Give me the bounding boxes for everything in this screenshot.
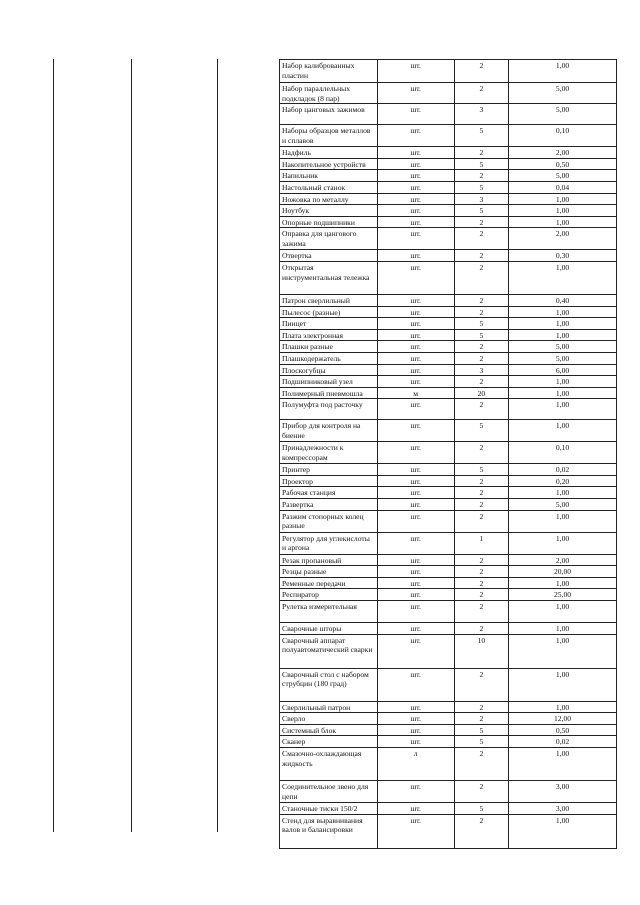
- table-row: [280, 364, 617, 376]
- item-name-cell: Сварочный стол с набором струбцин (180 град): [280, 668, 378, 701]
- value-cell: 1,00: [509, 399, 617, 420]
- unit-cell: шт.: [377, 147, 454, 159]
- unit-cell: л: [377, 748, 454, 781]
- unit-cell: шт.: [377, 228, 454, 250]
- value-cell: 1,00: [509, 668, 617, 701]
- table-row: [280, 634, 617, 668]
- table-row: [280, 748, 617, 781]
- item-name-cell: Резцы разные: [280, 566, 378, 578]
- quantity-cell: 2: [454, 399, 508, 420]
- value-cell: 1,00: [509, 376, 617, 388]
- unit-cell: шт.: [377, 306, 454, 318]
- table-row: [280, 510, 617, 532]
- value-cell: 1,00: [509, 329, 617, 341]
- item-name-cell: Отвертка: [280, 250, 378, 262]
- unit-cell: шт.: [377, 814, 454, 848]
- quantity-cell: 2: [454, 566, 508, 578]
- item-name-cell: Ноутбук: [280, 205, 378, 217]
- item-name-cell: Развертка: [280, 499, 378, 511]
- value-cell: 2,00: [509, 228, 617, 250]
- item-name-cell: Пинцет: [280, 318, 378, 330]
- quantity-cell: 2: [454, 261, 508, 294]
- table-row: [280, 487, 617, 499]
- item-name-cell: Напильник: [280, 170, 378, 182]
- table-row: [280, 329, 617, 341]
- value-cell: 0,50: [509, 158, 617, 170]
- value-cell: 1,00: [509, 205, 617, 217]
- quantity-cell: 2: [454, 83, 508, 104]
- unit-cell: шт.: [377, 216, 454, 228]
- value-cell: 5,00: [509, 170, 617, 182]
- quantity-cell: 2: [454, 147, 508, 159]
- value-cell: 1,00: [509, 193, 617, 205]
- table-row: [280, 294, 617, 306]
- quantity-cell: 3: [454, 364, 508, 376]
- unit-cell: шт.: [377, 554, 454, 566]
- item-name-cell: Набор цанговых зажимов: [280, 104, 378, 125]
- unit-cell: шт.: [377, 158, 454, 170]
- quantity-cell: 5: [454, 125, 508, 147]
- value-cell: 1,00: [509, 60, 617, 83]
- value-cell: 1,00: [509, 216, 617, 228]
- item-name-cell: Надфиль: [280, 147, 378, 159]
- unit-cell: шт.: [377, 713, 454, 725]
- value-cell: 1,00: [509, 532, 617, 554]
- quantity-cell: 2: [454, 589, 508, 601]
- unit-cell: шт.: [377, 364, 454, 376]
- unit-cell: шт.: [377, 487, 454, 499]
- item-name-cell: Сверло: [280, 713, 378, 725]
- item-name-cell: Регулятор для углекислоты и аргона: [280, 532, 378, 554]
- value-cell: 12,00: [509, 713, 617, 725]
- quantity-cell: 2: [454, 814, 508, 848]
- unit-cell: шт.: [377, 701, 454, 713]
- unit-cell: шт.: [377, 181, 454, 193]
- unit-cell: шт.: [377, 634, 454, 668]
- unit-cell: шт.: [377, 125, 454, 147]
- value-cell: 1,00: [509, 261, 617, 294]
- table-row: [280, 668, 617, 701]
- item-name-cell: Сверлильный патрон: [280, 701, 378, 713]
- table-row: [280, 158, 617, 170]
- item-name-cell: Ременные передачи: [280, 577, 378, 589]
- unit-cell: шт.: [377, 601, 454, 623]
- value-cell: 0,02: [509, 464, 617, 476]
- table-row: [280, 83, 617, 104]
- value-cell: 2,00: [509, 554, 617, 566]
- unit-cell: м: [377, 387, 454, 399]
- item-name-cell: Ножовка по металлу: [280, 193, 378, 205]
- unit-cell: шт.: [377, 577, 454, 589]
- value-cell: 1,00: [509, 487, 617, 499]
- value-cell: 6,00: [509, 364, 617, 376]
- unit-cell: шт.: [377, 623, 454, 635]
- table-row: [280, 352, 617, 364]
- value-cell: 1,00: [509, 634, 617, 668]
- table-row: [280, 306, 617, 318]
- table-row: [280, 713, 617, 725]
- value-cell: 2,00: [509, 147, 617, 159]
- table-row: [280, 261, 617, 294]
- table-row: [280, 623, 617, 635]
- quantity-cell: 2: [454, 781, 508, 803]
- quantity-cell: 2: [454, 487, 508, 499]
- quantity-cell: 2: [454, 668, 508, 701]
- unit-cell: шт.: [377, 205, 454, 217]
- table-row: [280, 566, 617, 578]
- unit-cell: шт.: [377, 250, 454, 262]
- quantity-cell: 2: [454, 701, 508, 713]
- value-cell: 0,50: [509, 724, 617, 736]
- unit-cell: шт.: [377, 329, 454, 341]
- unit-cell: шт.: [377, 420, 454, 442]
- value-cell: 1,00: [509, 318, 617, 330]
- value-cell: 0,04: [509, 181, 617, 193]
- quantity-cell: 2: [454, 554, 508, 566]
- table-row: [280, 499, 617, 511]
- value-cell: 1,00: [509, 577, 617, 589]
- quantity-cell: 2: [454, 306, 508, 318]
- value-cell: 5,00: [509, 341, 617, 353]
- unit-cell: шт.: [377, 475, 454, 487]
- item-name-cell: Наборы образцов металлов и сплавов: [280, 125, 378, 147]
- quantity-cell: 10: [454, 634, 508, 668]
- quantity-cell: 2: [454, 748, 508, 781]
- item-name-cell: Плата электронная: [280, 329, 378, 341]
- items-table-body: [280, 60, 617, 849]
- table-row: [280, 736, 617, 748]
- value-cell: 1,00: [509, 623, 617, 635]
- table-row: [280, 442, 617, 464]
- quantity-cell: 5: [454, 724, 508, 736]
- value-cell: 0,30: [509, 250, 617, 262]
- table-row: [280, 532, 617, 554]
- item-name-cell: Подшипниковый узел: [280, 376, 378, 388]
- value-cell: 0,10: [509, 125, 617, 147]
- table-row: [280, 803, 617, 815]
- item-name-cell: Рабочая станция: [280, 487, 378, 499]
- unit-cell: шт.: [377, 261, 454, 294]
- table-row: [280, 181, 617, 193]
- value-cell: 1,00: [509, 748, 617, 781]
- item-name-cell: Принадлежности к компрессорам: [280, 442, 378, 464]
- table-row: [280, 147, 617, 159]
- unit-cell: шт.: [377, 781, 454, 803]
- table-row: [280, 60, 617, 83]
- item-name-cell: Полумуфта под расточку: [280, 399, 378, 420]
- value-cell: 5,00: [509, 352, 617, 364]
- item-name-cell: Набор калиброванных пластин: [280, 60, 378, 83]
- quantity-cell: 5: [454, 420, 508, 442]
- item-name-cell: Смазочно-охлаждающая жидкость: [280, 748, 378, 781]
- table-row: [280, 464, 617, 476]
- unit-cell: шт.: [377, 589, 454, 601]
- table-row: [280, 475, 617, 487]
- item-name-cell: Настольный станок: [280, 181, 378, 193]
- item-name-cell: Соединительное звено для цепи: [280, 781, 378, 803]
- table-row: [280, 589, 617, 601]
- table-row: [280, 318, 617, 330]
- item-name-cell: Станочные тиски 150/2: [280, 803, 378, 815]
- column-divider-line: [217, 59, 218, 832]
- unit-cell: шт.: [377, 318, 454, 330]
- quantity-cell: 5: [454, 181, 508, 193]
- unit-cell: шт.: [377, 376, 454, 388]
- table-row: [280, 554, 617, 566]
- quantity-cell: 2: [454, 216, 508, 228]
- quantity-cell: 2: [454, 341, 508, 353]
- table-row: [280, 601, 617, 623]
- unit-cell: шт.: [377, 170, 454, 182]
- table-row: [280, 193, 617, 205]
- table-row: [280, 724, 617, 736]
- quantity-cell: 2: [454, 713, 508, 725]
- unit-cell: шт.: [377, 532, 454, 554]
- unit-cell: шт.: [377, 442, 454, 464]
- column-divider-line: [131, 59, 132, 832]
- item-name-cell: Плашкодержатель: [280, 352, 378, 364]
- value-cell: 1,00: [509, 601, 617, 623]
- value-cell: 1,00: [509, 387, 617, 399]
- quantity-cell: 2: [454, 475, 508, 487]
- value-cell: 5,00: [509, 83, 617, 104]
- value-cell: 5,00: [509, 104, 617, 125]
- table-row: [280, 216, 617, 228]
- quantity-cell: 20: [454, 387, 508, 399]
- value-cell: 1,00: [509, 510, 617, 532]
- table-row: [280, 376, 617, 388]
- table-row: [280, 577, 617, 589]
- quantity-cell: 2: [454, 376, 508, 388]
- table-row: [280, 781, 617, 803]
- quantity-cell: 2: [454, 499, 508, 511]
- item-name-cell: Открытая инструментальная тележка: [280, 261, 378, 294]
- unit-cell: шт.: [377, 83, 454, 104]
- item-name-cell: Полимерный пневмошла: [280, 387, 378, 399]
- quantity-cell: 5: [454, 205, 508, 217]
- item-name-cell: Опорные подшипники: [280, 216, 378, 228]
- item-name-cell: Сварочные штоpы: [280, 623, 378, 635]
- quantity-cell: 2: [454, 601, 508, 623]
- quantity-cell: 3: [454, 104, 508, 125]
- quantity-cell: 5: [454, 158, 508, 170]
- table-row: [280, 125, 617, 147]
- value-cell: 3,00: [509, 781, 617, 803]
- item-name-cell: Патрон сверлильный: [280, 294, 378, 306]
- value-cell: 0,20: [509, 475, 617, 487]
- value-cell: 5,00: [509, 499, 617, 511]
- item-name-cell: Оправка для цангового зажима: [280, 228, 378, 250]
- item-name-cell: Прибор для контроля на биение: [280, 420, 378, 442]
- item-name-cell: Принтер: [280, 464, 378, 476]
- unit-cell: шт.: [377, 724, 454, 736]
- table-row: [280, 104, 617, 125]
- table-row: [280, 387, 617, 399]
- item-name-cell: Сканер: [280, 736, 378, 748]
- item-name-cell: Плашки разные: [280, 341, 378, 353]
- item-name-cell: Накопительное устройств: [280, 158, 378, 170]
- value-cell: 3,00: [509, 803, 617, 815]
- unit-cell: шт.: [377, 803, 454, 815]
- unit-cell: шт.: [377, 294, 454, 306]
- item-name-cell: Пылесос (разные): [280, 306, 378, 318]
- items-table: [279, 59, 617, 849]
- quantity-cell: 1: [454, 532, 508, 554]
- quantity-cell: 3: [454, 193, 508, 205]
- quantity-cell: 2: [454, 228, 508, 250]
- quantity-cell: 5: [454, 464, 508, 476]
- item-name-cell: Плоскогубцы: [280, 364, 378, 376]
- item-name-cell: Резак пропановый: [280, 554, 378, 566]
- quantity-cell: 2: [454, 442, 508, 464]
- value-cell: 1,00: [509, 420, 617, 442]
- unit-cell: шт.: [377, 352, 454, 364]
- unit-cell: шт.: [377, 193, 454, 205]
- item-name-cell: Разжим стопорных колец разные: [280, 510, 378, 532]
- table-row: [280, 205, 617, 217]
- unit-cell: шт.: [377, 464, 454, 476]
- quantity-cell: 5: [454, 803, 508, 815]
- item-name-cell: Рулетка измерительная: [280, 601, 378, 623]
- value-cell: 0,10: [509, 442, 617, 464]
- quantity-cell: 2: [454, 60, 508, 83]
- table-row: [280, 170, 617, 182]
- quantity-cell: 2: [454, 623, 508, 635]
- unit-cell: шт.: [377, 668, 454, 701]
- quantity-cell: 2: [454, 250, 508, 262]
- item-name-cell: Проектор: [280, 475, 378, 487]
- value-cell: 25,00: [509, 589, 617, 601]
- value-cell: 1,00: [509, 814, 617, 848]
- unit-cell: шт.: [377, 104, 454, 125]
- table-row: [280, 814, 617, 848]
- item-name-cell: Стенд для выравнивания валов и балансировки: [280, 814, 378, 848]
- unit-cell: шт.: [377, 510, 454, 532]
- table-row: [280, 250, 617, 262]
- item-name-cell: Респиратор: [280, 589, 378, 601]
- value-cell: 20,00: [509, 566, 617, 578]
- quantity-cell: 5: [454, 736, 508, 748]
- unit-cell: шт.: [377, 60, 454, 83]
- quantity-cell: 2: [454, 170, 508, 182]
- unit-cell: шт.: [377, 566, 454, 578]
- quantity-cell: 5: [454, 329, 508, 341]
- quantity-cell: 2: [454, 352, 508, 364]
- quantity-cell: 5: [454, 318, 508, 330]
- value-cell: 0,02: [509, 736, 617, 748]
- value-cell: 1,00: [509, 701, 617, 713]
- table-row: [280, 341, 617, 353]
- item-name-cell: Системный блок: [280, 724, 378, 736]
- quantity-cell: 2: [454, 294, 508, 306]
- table-row: [280, 228, 617, 250]
- left-border-line: [53, 59, 54, 832]
- unit-cell: шт.: [377, 399, 454, 420]
- value-cell: 0,40: [509, 294, 617, 306]
- quantity-cell: 2: [454, 577, 508, 589]
- table-row: [280, 701, 617, 713]
- table-row: [280, 399, 617, 420]
- item-name-cell: Набор параллельных подкладок (8 пар): [280, 83, 378, 104]
- value-cell: 1,00: [509, 306, 617, 318]
- unit-cell: шт.: [377, 736, 454, 748]
- table-row: [280, 420, 617, 442]
- item-name-cell: Сварочный аппарат полуавтоматический сварки: [280, 634, 378, 668]
- unit-cell: шт.: [377, 499, 454, 511]
- quantity-cell: 2: [454, 510, 508, 532]
- unit-cell: шт.: [377, 341, 454, 353]
